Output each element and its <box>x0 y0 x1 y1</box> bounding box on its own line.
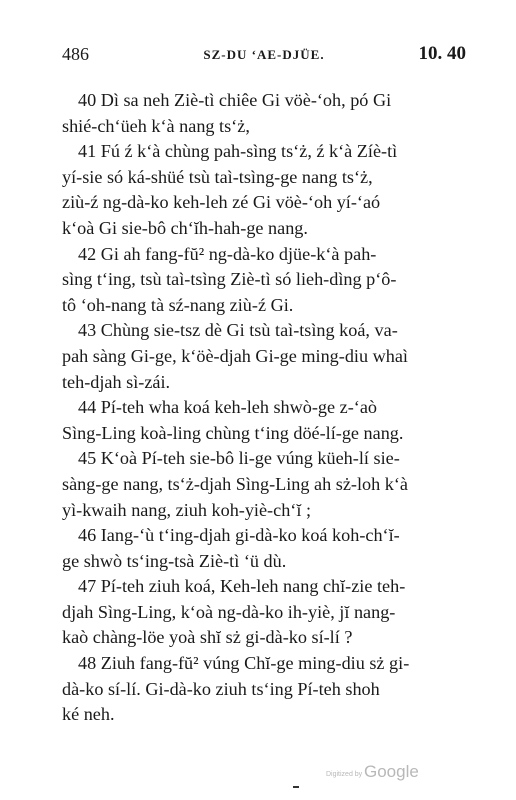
google-wordmark: Google <box>364 762 419 781</box>
verse-paragraph <box>62 242 468 319</box>
verse-paragraph <box>62 651 468 728</box>
verse-line: 44 Pí-teh wha koá keh-leh shwò-ge z-‘aò <box>78 397 377 418</box>
verse-line: shié-ch‘üeh k‘à nang ts‘ż, <box>62 115 250 136</box>
running-title: SZ-DU ‘AE-DJÜE. <box>203 47 325 62</box>
verse-line: ké neh. <box>62 704 115 725</box>
verse-paragraph <box>62 523 468 574</box>
verse-line: 43 Chùng sie-tsz dè Gi tsù taì-tsìng koá, va- <box>78 320 398 341</box>
digitized-by-label: Digitized by <box>326 771 363 778</box>
verse-line: 45 K‘oà Pí-teh sie-bô li-ge vúng küeh-lí sie- <box>78 448 400 469</box>
page-number: 486 <box>62 44 89 64</box>
verse-line: yí-sie só ká-shüé tsù taì-tsìng-ge nang ts‘ż, <box>62 166 373 187</box>
page-bottom-mark <box>293 786 299 788</box>
verse-paragraph <box>62 88 468 139</box>
verse-line: ziù-ź ng-dà-ko keh-leh zé Gi vöè-‘oh yí-‘aó <box>62 192 381 213</box>
verse-paragraph <box>62 139 468 241</box>
verse-line: tô ‘oh-nang tà sź-nang ziù-ź Gi. <box>62 294 294 315</box>
verse-line: Sìng-Ling koà-ling chùng t‘ing döé-lí-ge nang. <box>62 422 404 443</box>
verse-line: pah sàng Gi-ge, k‘öè-djah Gi-ge ming-diu whaì <box>62 345 408 366</box>
verse-line: 48 Ziuh fang-fŭ² vúng Chĭ-ge ming-diu sż gi- <box>78 653 410 674</box>
verse-line: 40 Dì sa neh Ziè-tì chiêe Gi vöè-‘oh, pó Gi <box>78 90 392 110</box>
verse-line: yì-kwaih nang, ziuh koh-yiè-ch‘ĭ ; <box>62 499 311 520</box>
verse-line: 47 Pí-teh ziuh koá, Keh-leh nang chĭ-zie teh- <box>78 576 406 597</box>
verse-line: sìng t‘ing, tsù taì-tsìng Ziè-tì só lieh-dìng p‘ô- <box>62 269 397 290</box>
verse-line: 41 Fú ź k‘à chùng pah-sìng ts‘ż, ź k‘à Zíè-tì <box>78 141 398 162</box>
chapter-verse-marker: 10. 40 <box>418 43 466 64</box>
verse-paragraph <box>62 446 468 523</box>
verse-paragraph <box>62 318 468 395</box>
verse-line: teh-djah sì-zái. <box>62 371 171 392</box>
digitization-watermark <box>326 762 466 782</box>
verse-text-body <box>62 88 468 728</box>
page-header <box>62 44 466 70</box>
verse-paragraph <box>62 574 468 651</box>
verse-line: djah Sìng-Ling, k‘oà ng-dà-ko ih-yiè, jĭ nang- <box>62 601 396 622</box>
verse-line: ge shwò ts‘ing-tsà Ziè-tì ‘ü dù. <box>62 550 287 571</box>
verse-line: dà-ko sí-lí. Gi-dà-ko ziuh ts‘ing Pí-teh shoh <box>62 678 380 699</box>
verse-line: 42 Gi ah fang-fŭ² ng-dà-ko djüe-k‘à pah- <box>78 243 377 264</box>
verse-line: k‘oà Gi sie-bô ch‘ĭh-hah-ge nang. <box>62 217 308 238</box>
verse-line: 46 Iang-‘ù t‘ing-djah gi-dà-ko koá koh-ch‘ĭ- <box>78 525 400 546</box>
verse-paragraph <box>62 395 468 446</box>
verse-line: kaò chàng-löe yoà shĭ sż gi-dà-ko sí-lí ? <box>62 627 353 648</box>
verse-line: sàng-ge nang, ts‘ż-djah Sìng-Ling ah sż-loh k‘à <box>62 473 408 494</box>
